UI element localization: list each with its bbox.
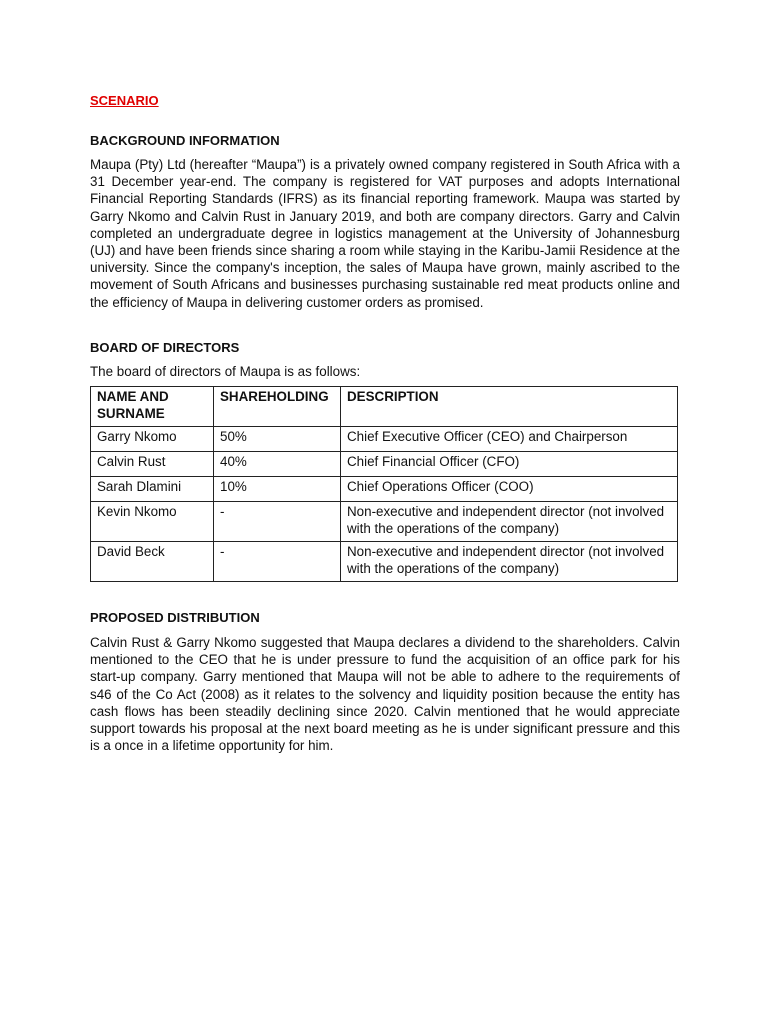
director-name: Garry Nkomo [91,427,214,452]
board-intro: The board of directors of Maupa is as follows: [90,363,361,379]
board-heading: BOARD OF DIRECTORS [90,339,240,355]
scenario-title: SCENARIO [90,93,159,108]
director-name: David Beck [91,542,214,582]
director-shareholding: - [214,502,341,542]
director-description: Non-executive and independent director (not involved with the operations of the company) [341,542,678,582]
proposed-distribution-paragraph: Calvin Rust & Garry Nkomo suggested that Maupa declares a dividend to the shareholders. Calvin mentioned to the CEO that he is under pressure to fund the acquisition of an office park for his start-up company. Garry mentioned that Maupa will not be able to adhere to the requirements of s46 of the Co Act (2008) as it relates to the solvency and liquidity position because the entity has cash flows has been steadily declining since 2020. Calvin mentioned that he would appreciate support towards his proposal at the next board meeting as he is under significant pressure and this is a once in a lifetime opportunity for him. [90,635,680,754]
table-header-row [91,387,678,427]
background-heading: BACKGROUND INFORMATION [90,133,280,148]
director-description: Chief Financial Officer (CFO) [341,452,678,477]
table-row [91,452,678,477]
director-description: Chief Operations Officer (COO) [341,477,678,502]
column-header-shareholding: SHAREHOLDING [214,387,341,427]
table-row [91,542,678,582]
director-description: Chief Executive Officer (CEO) and Chairperson [341,427,678,452]
directors-table [90,386,678,582]
director-shareholding: - [214,542,341,582]
proposed-distribution-heading: PROPOSED DISTRIBUTION [90,610,260,626]
director-name: Kevin Nkomo [91,502,214,542]
document-page [90,92,680,754]
column-header-description: DESCRIPTION [341,387,678,427]
director-description: Non-executive and independent director (not involved with the operations of the company) [341,502,678,542]
director-shareholding: 10% [214,477,341,502]
table-row [91,502,678,542]
director-shareholding: 40% [214,452,341,477]
table-row [91,427,678,452]
director-shareholding: 50% [214,427,341,452]
director-name: Sarah Dlamini [91,477,214,502]
column-header-name: NAME AND SURNAME [91,387,214,427]
background-paragraph: Maupa (Pty) Ltd (hereafter “Maupa”) is a privately owned company registered in South Africa with a 31 December year-end. The company is registered for VAT purposes and adopts International Financial Reporting Standards (IFRS) as its financial reporting framework. Maupa was started by Garry Nkomo and Calvin Rust in January 2019, and both are company directors. Garry and Calvin completed an undergraduate degree in logistics management at the University of Johannesburg (UJ) and have been friends since sharing a room while staying in the Karibu-Jamii Residence at the university. Since the company's inception, the sales of Maupa have grown, mainly ascribed to the movement of South Africans and businesses purchasing sustainable red meat products online and the efficiency of Maupa in delivering customer orders as promised. [90,157,680,310]
table-row [91,477,678,502]
director-name: Calvin Rust [91,452,214,477]
